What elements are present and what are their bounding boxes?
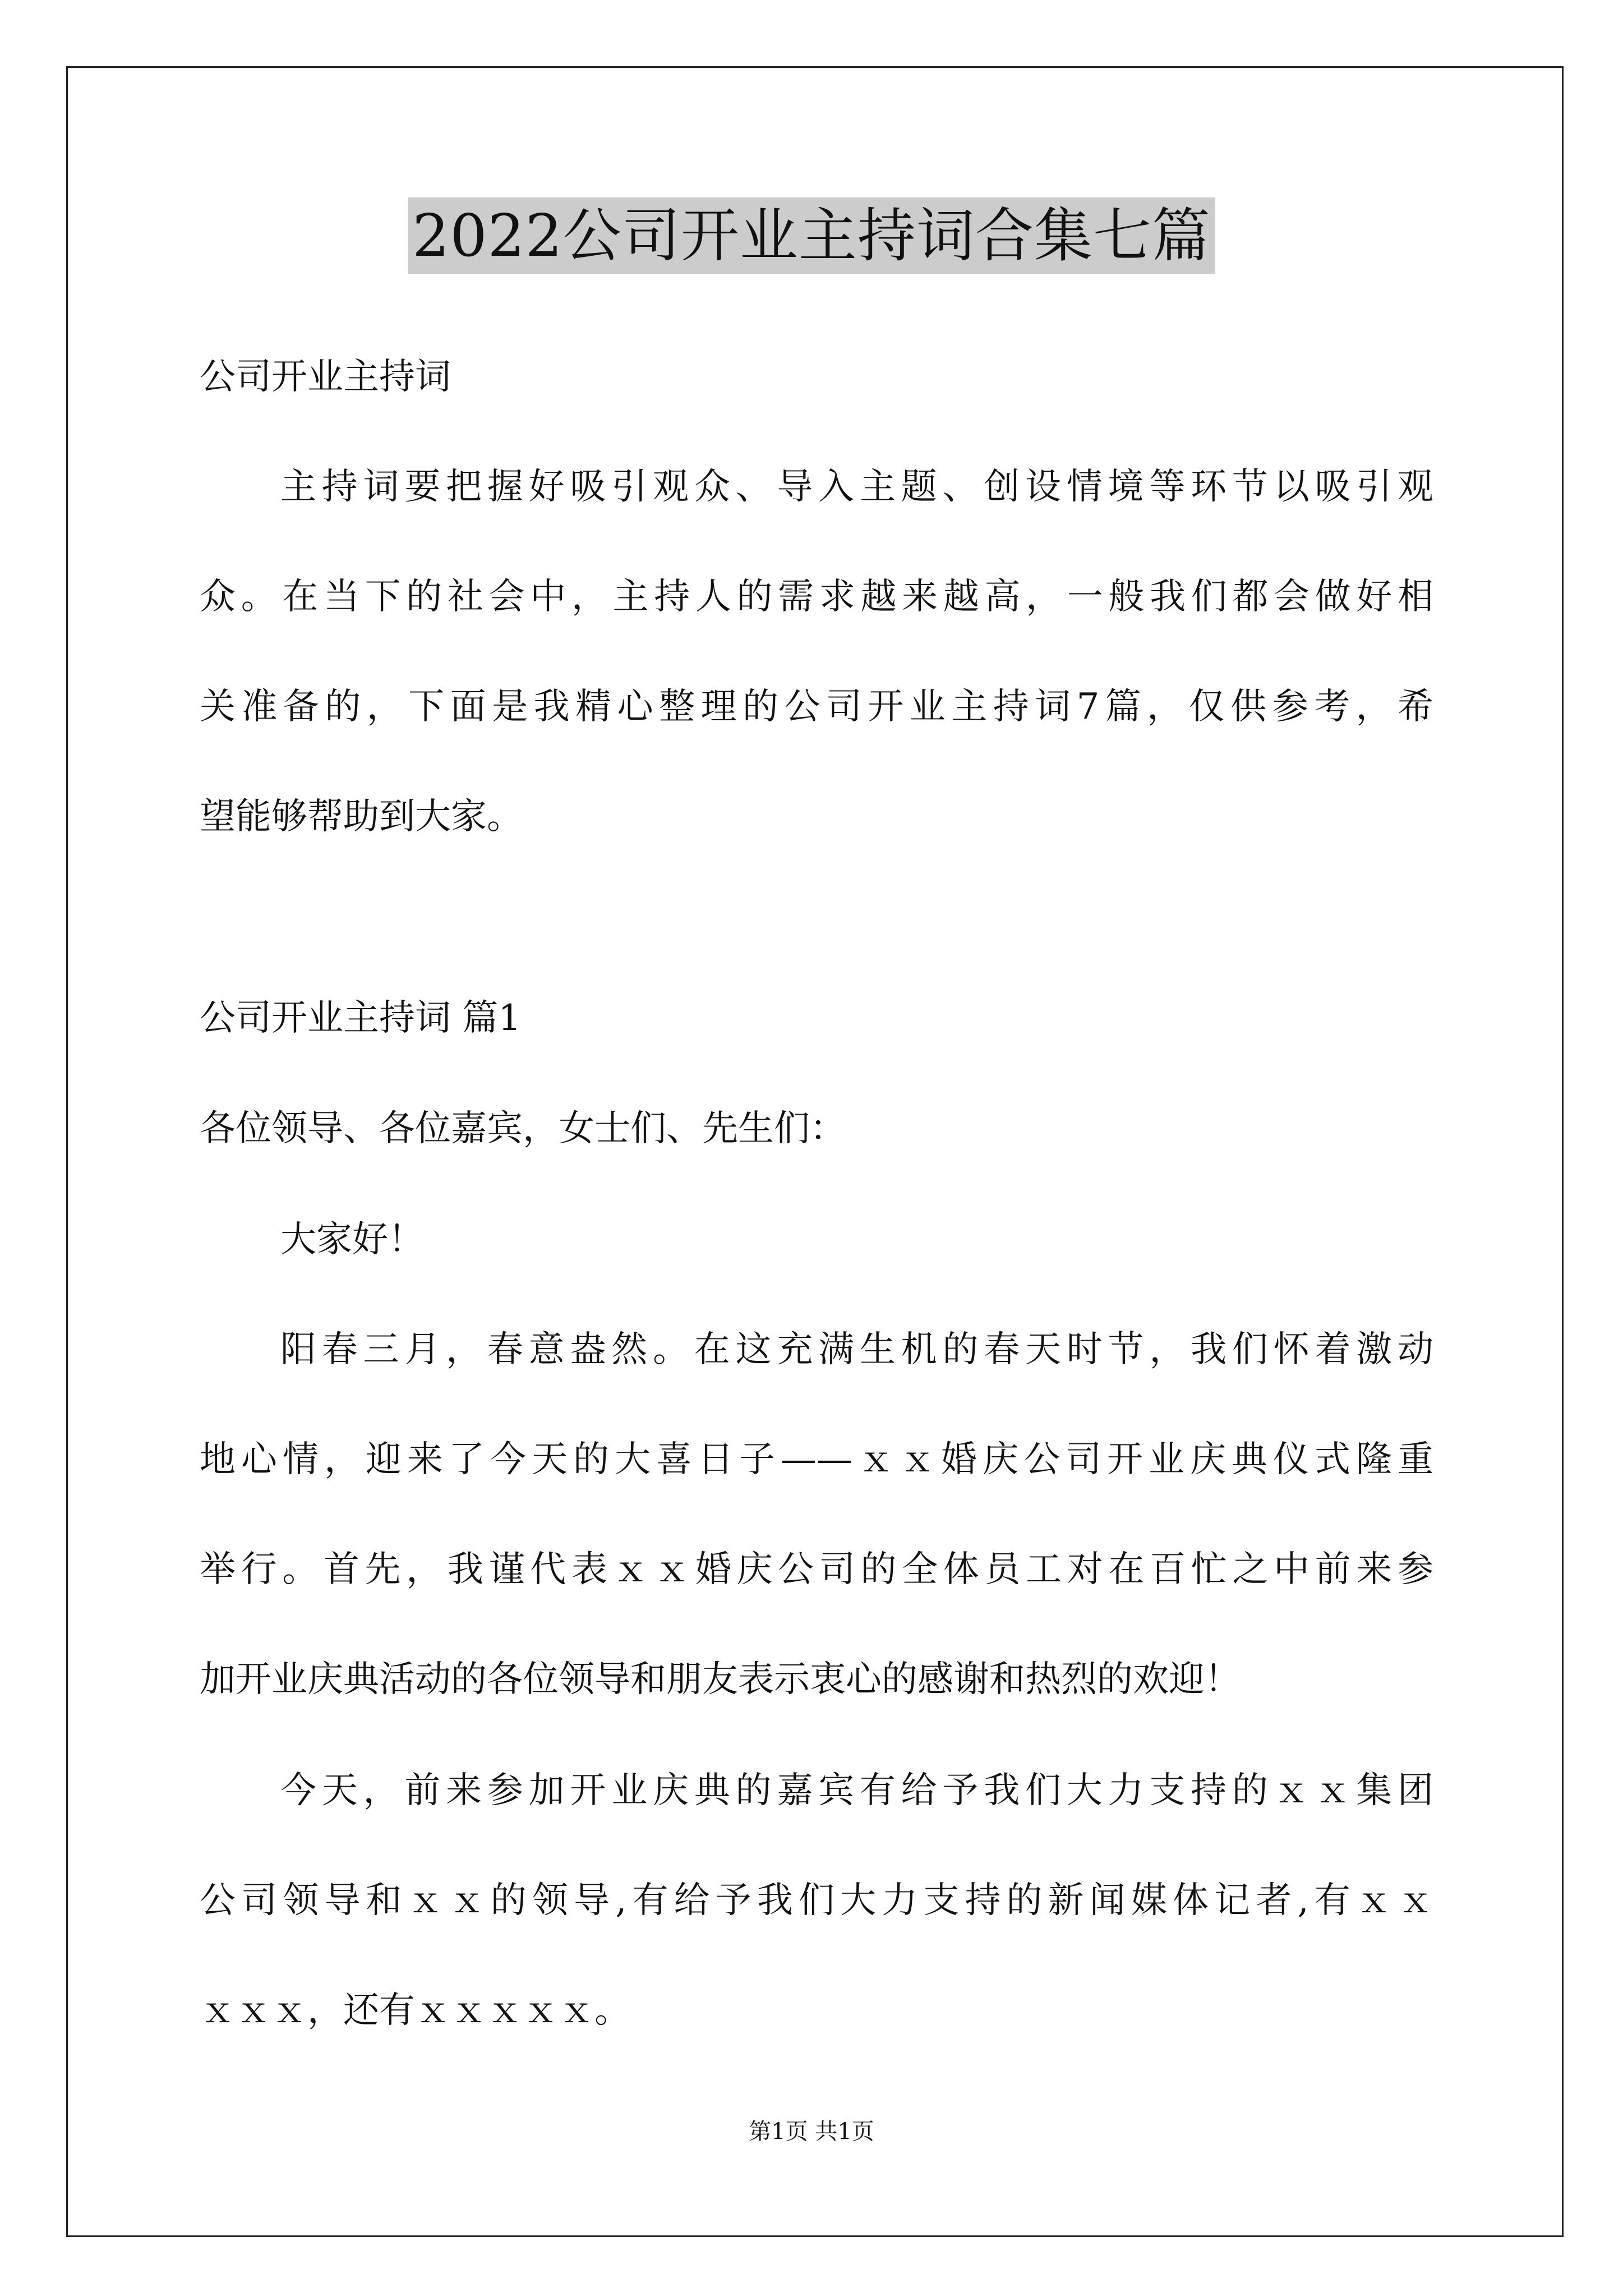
document-title: 2022公司开业主持词合集七篇 — [408, 197, 1215, 274]
intro-line: 关准备的，下面是我精心整理的公司开业主持词7篇，仅供参考，希 — [200, 686, 1433, 728]
greeting: 大家好！ — [280, 1219, 424, 1260]
paragraph-line: 阳春三月，春意盎然。在这充满生机的春天时节，我们怀着激动 — [280, 1329, 1433, 1370]
intro-line: 众。在当下的社会中，主持人的需求越来越高，一般我们都会做好相 — [200, 576, 1433, 618]
paragraph-line: 地心情，迎来了今天的大喜日子——ｘｘ婚庆公司开业庆典仪式隆重 — [200, 1439, 1433, 1480]
paragraph-line: 今天，前来参加开业庆典的嘉宾有给予我们大力支持的ｘｘ集团 — [280, 1770, 1433, 1811]
page-number: 第1页 共1页 — [749, 2119, 874, 2145]
section-heading: 公司开业主持词 — [200, 356, 451, 398]
intro-line: 主持词要把握好吸引观众、导入主题、创设情境等环节以吸引观 — [280, 466, 1433, 508]
paragraph-line: 公司领导和ｘｘ的领导,有给予我们大力支持的新闻媒体记者,有ｘｘ — [200, 1880, 1433, 1921]
salutation: 各位领导、各位嘉宾，女士们、先生们： — [200, 1108, 846, 1149]
title-container — [0, 197, 1623, 274]
paragraph-line: ｘｘｘ，还有ｘｘｘｘｘ。 — [200, 1990, 630, 2031]
paragraph-line: 举行。首先，我谨代表ｘｘ婚庆公司的全体员工对在百忙之中前来参 — [200, 1549, 1433, 1590]
paragraph-line: 加开业庆典活动的各位领导和朋友表示衷心的感谢和热烈的欢迎！ — [200, 1659, 1241, 1700]
intro-line: 望能够帮助到大家。 — [200, 796, 523, 838]
article-heading: 公司开业主持词 篇1 — [200, 997, 522, 1039]
